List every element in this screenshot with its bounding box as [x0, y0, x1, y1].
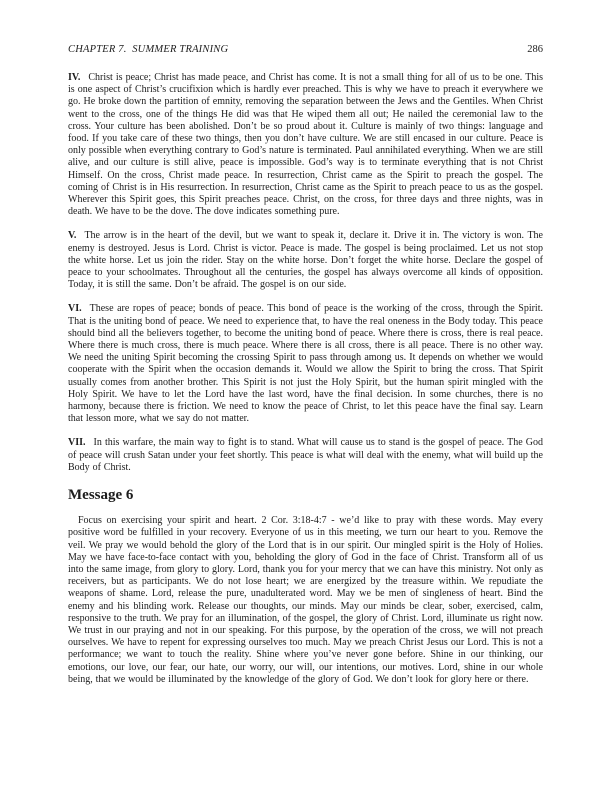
page-body	[68, 72, 543, 686]
paragraph-vi-text: These are ropes of peace; bonds of peace. This bond of peace is the working of the cross, through the Spirit. That is the uniting bond of peace. We need to experience that, to have the real oneness in the Body today. This peace should bind all the believers together, to become the uniting bond of peace. Where there is cross, there is real peace. Where there is much cross, there is much peace. Where there is all cross, there is all peace. There is no other way. We need the uniting Spirit becoming the crossing Spirit to pass through among us. It depends on whether we would cooperate with the Spirit when the occasion demands it. Would we allow the Spirit to bring the cross. That Spirit usually comes from another brother. This Spirit is not just the Holy Spirit, but the human spirit mingled with the Holy Spirit. We have to let the Lord have the last word, have the final decision. In some churches, there is no harmony, because there is friction. We need to know the peace of Christ, to let this peace have the final say. Learn that lesson more, what we say do not matter.	[68, 303, 543, 425]
paragraph-iv-text: Christ is peace; Christ has made peace, and Christ has come. It is not a small thing for all of us to be one. This is one aspect of Christ’s crucifixion which is hardly ever preached. This is why we have to preach it everywhere we go. He broke down the partition of emnity, removing the separation between the Jews and the Gentiles. When Christ went to the cross, one of the things He did was that He wiped them all out; He nailed the ceremonial law to the cross. Your culture has been abolished. Don’t be so proud about it. Culture is mainly of two things: language and food. If you take care of these two things, then you don’t have culture. We are still encased in our culture. Peace is only possible when everything contrary to God’s nature is terminated. Paul annihilated everything. When we are still alive, and our culture is still alive, peace is impossible. God’s way is to terminate everything that is not Christ Himself. On the cross, Christ made peace. In resurrection, Christ came as the Spirit to preach the gospel. The coming of Christ is in His resurrection. In resurrection, Christ came as the Spirit to preach peace to us as the gospel. Wherever this Spirit goes, this Spirit preaches peace. Christ, on the cross, for three days and three nights, was in death. We have to be the dove. The dove indicates something pure.	[68, 72, 543, 218]
paragraph-vi	[68, 303, 543, 425]
paragraph-vi-label: VI.	[68, 303, 82, 315]
paragraph-vii-label: VII.	[68, 437, 86, 449]
paragraph-iv-label: IV.	[68, 72, 81, 83]
page-number: 286	[527, 44, 543, 55]
paragraph-vii	[68, 437, 543, 474]
section-heading: Message 6	[68, 487, 134, 504]
running-chapter-title: CHAPTER 7. SUMMER TRAINING	[68, 44, 229, 55]
paragraph-v-text: The arrow is in the heart of the devil, but we want to speak it, declare it. Drive it in. The victory is won. The enemy is destroyed. Jesus is Lord. Christ is victor. Peace is made. The gospel is being proclaimed. Let us not stop the white horse. Let us join the rider. Stay on the white horse. Don’t forget the white horse. Declare the gospel of peace to your schoolmates. Throughout all the centuries, the gospel has always overcome all kinds of opposition. Today, it is still the same. Don’t be afraid. The gospel is on our side.	[68, 230, 543, 291]
message-paragraph: Focus on exercising your spirit and heart. 2 Cor. 3:18-4:7 - we’d like to pray with these words. May every positive word be fulfilled in your recovery. Everyone of us in this meeting, we turn our heart to you. Remove the veil. We pray we would behold the glory of the Lord that is in our spirit. Our mingled spirit is the Holy of Holies. May we have face-to-face contact with you, beholding the glory of God in the face of Christ. Transform all of us into the same image, from glory to glory. Lord, thank you for your mercy that we can have this ministry. Not only as receivers, but as participants. We do not lose heart; we are energized by the treasure within. We repudiate the weapons of shame. Lord, release the pure, unadulterated word. May we be men of singleness of heart. Bind the enemy and his blinding work. Release our thoughts, our minds. May our minds be clear, sober, exercised, calm, responsive to the truth. We pray for an illumination, of the gospel, the glory of Christ. Lord, illuminate us right now. We trust in our praying and not in our speaking. For this purpose, by the operation of the cross, we will not preach ourselves. We have to repent for expressing ourselves too much. May we preach Christ Jesus our Lord. This is not a performance; we want to touch the reality. Shine where you’ve never gone before. Shine in our thinking, our emotions, our love, our fear, our hate, our worry, our will, our intentions, our motives. Lord, shine in our whole being, that we would be illuminated by the knowledge of the glory of God. We don’t look for glory here or there.	[68, 515, 543, 685]
paragraph-vii-text: In this warfare, the main way to fight is to stand. What will cause us to stand is the gospel of peace. The God of peace will crush Satan under your feet shortly. This peace is what will deal with the enemy, what will build up the Body of Christ.	[68, 437, 543, 473]
paragraph-v	[68, 230, 543, 291]
page-header	[68, 44, 543, 56]
paragraph-iv	[68, 72, 543, 218]
paragraph-v-label: V.	[68, 230, 77, 242]
